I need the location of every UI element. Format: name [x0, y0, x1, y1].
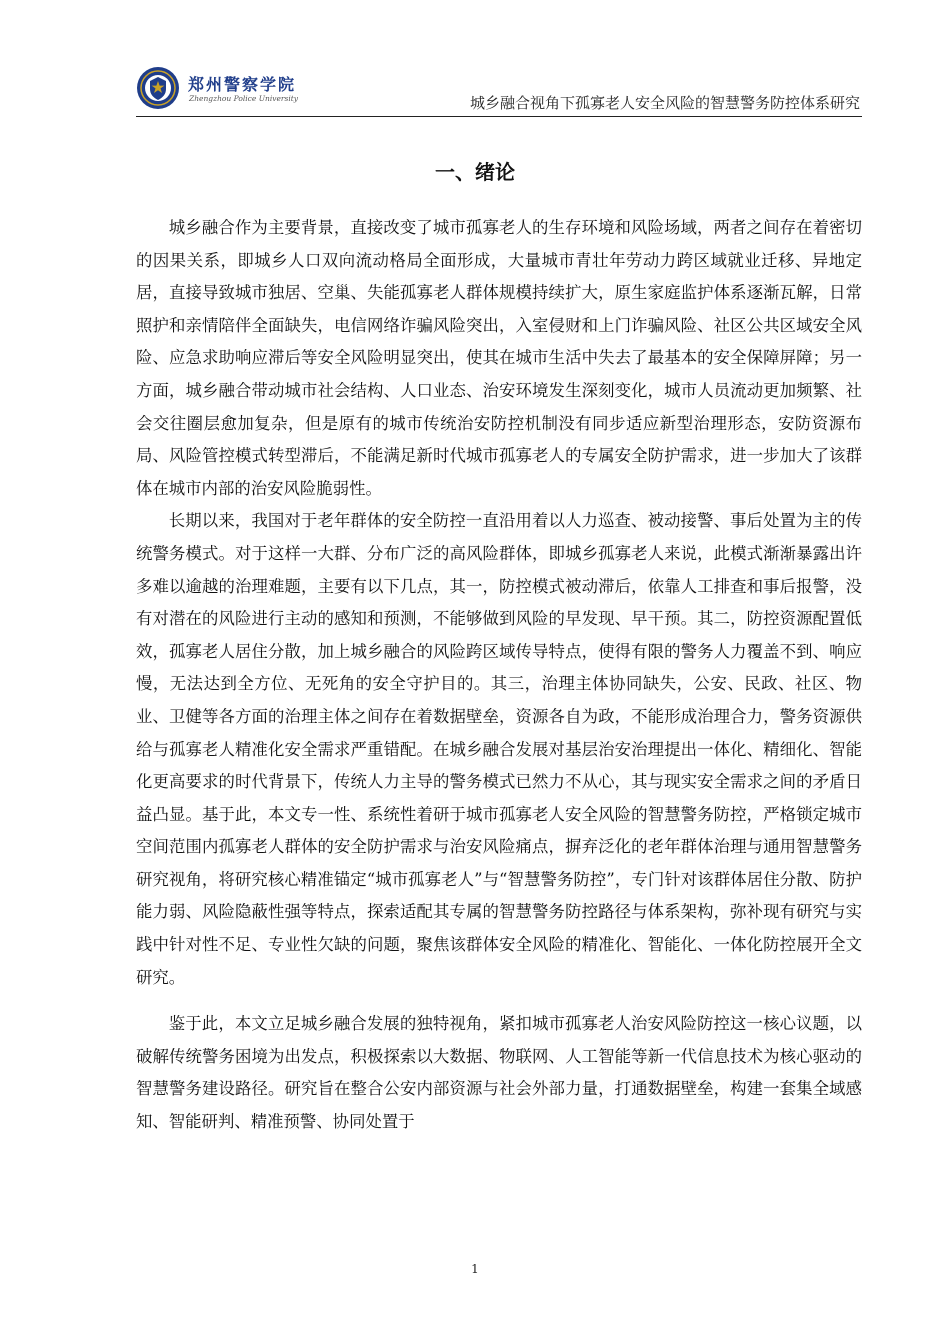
running-header-title: 城乡融合视角下孤寡老人安全风险的智慧警务防控体系研究 [469, 94, 860, 112]
police-emblem-icon [136, 66, 180, 110]
paragraph-3: 鉴于此，本文立足城乡融合发展的独特视角，紧扣城市孤寡老人治安风险防控这一核心议题，以破解传统警务困境为出发点，积极探索以大数据、物联网、人工智能等新一代信息技术为核心驱动的智慧警务建设路径。研究旨在整合公安内部资源与社会外部力量，打通数据壁垒，构建一套集全域感知、智能研判、精准预警、协同处置于 [136, 1014, 862, 1132]
chapter-title: 一、绪论 [435, 160, 515, 184]
paragraph-2: 长期以来，我国对于老年群体的安全防控一直沿用着以人力巡查、被动接警、事后处置为主的传统警务模式。对于这样一大群、分布广泛的高风险群体，即城乡孤寡老人来说，此模式渐渐暴露出许多难以逾越的治理难题，主要有以下几点，其一，防控模式被动滞后，依靠人工排查和事后报警，没有对潜在的风险进行主动的感知和预测，不能够做到风险的早发现、早干预。其二，防控资源配置低效，孤寡老人居住分散，加上城乡融合的风险跨区域传导特点，使得有限的警务人力覆盖不到、响应慢，无法达到全方位、无死角的安全守护目的。其三，治理主体协同缺失，公安、民政、社区、物业、卫健等各方面的治理主体之间存在着数据壁垒，资源各自为政，不能形成治理合力，警务资源供给与孤寡老人精准化安全需求严重错配。在城乡融合发展对基层治安治理提出一体化、精细化、智能化更高要求的时代背景下，传统人力主导的警务模式已然力不从心，其与现实安全需求之间的矛盾日益凸显。基于此，本文专一性、系统性着研于城市孤寡老人安全风险的智慧警务防控，严格锁定城市空间范围内孤寡老人群体的安全防护需求与治安风险痛点，摒弃泛化的老年群体治理与通用智慧警务研究视角，将研究核心精准锚定“城市孤寡老人”与“智慧警务防控”，专门针对该群体居住分散、防护能力弱、风险隐蔽性强等特点，探索适配其专属的智慧警务防控路径与体系架构，弥补现有研究与实践中针对性不足、专业性欠缺的问题，聚焦该群体安全风险的精准化、智能化、一体化防控展开全文研究。 [136, 511, 862, 987]
page-number: 1 [471, 1262, 479, 1276]
body-text [136, 212, 862, 1139]
page-header [136, 66, 862, 117]
logo-name: 郑州警察学院 [188, 75, 297, 94]
paragraph-1: 城乡融合作为主要背景，直接改变了城市孤寡老人的生存环境和风险场域，两者之间存在着密切的因果关系，即城乡人口双向流动格局全面形成，大量城市青壮年劳动力跨区域就业迁移、异地定居，直接导致城市独居、空巢、失能孤寡老人群体规模持续扩大，原生家庭监护体系逐渐瓦解，日常照护和亲情陪伴全面缺失，电信网络诈骗风险突出，入室侵财和上门诈骗风险、社区公共区域安全风险、应急求助响应滞后等安全风险明显突出，使其在城市生活中失去了最基本的安全保障屏障；另一方面，城乡融合带动城市社会结构、人口业态、治安环境发生深刻变化，城市人员流动更加频繁、社会交往圈层愈加复杂，但是原有的城市传统治安防控机制没有同步适应新型治理形态，安防资源布局、风险管控模式转型滞后，不能满足新时代城市孤寡老人的专属安全防护需求，进一步加大了该群体在城市内部的治安风险脆弱性。 [136, 218, 862, 498]
university-logo [136, 66, 312, 110]
logo-subtitle: Zhengzhou Police University [189, 94, 299, 103]
